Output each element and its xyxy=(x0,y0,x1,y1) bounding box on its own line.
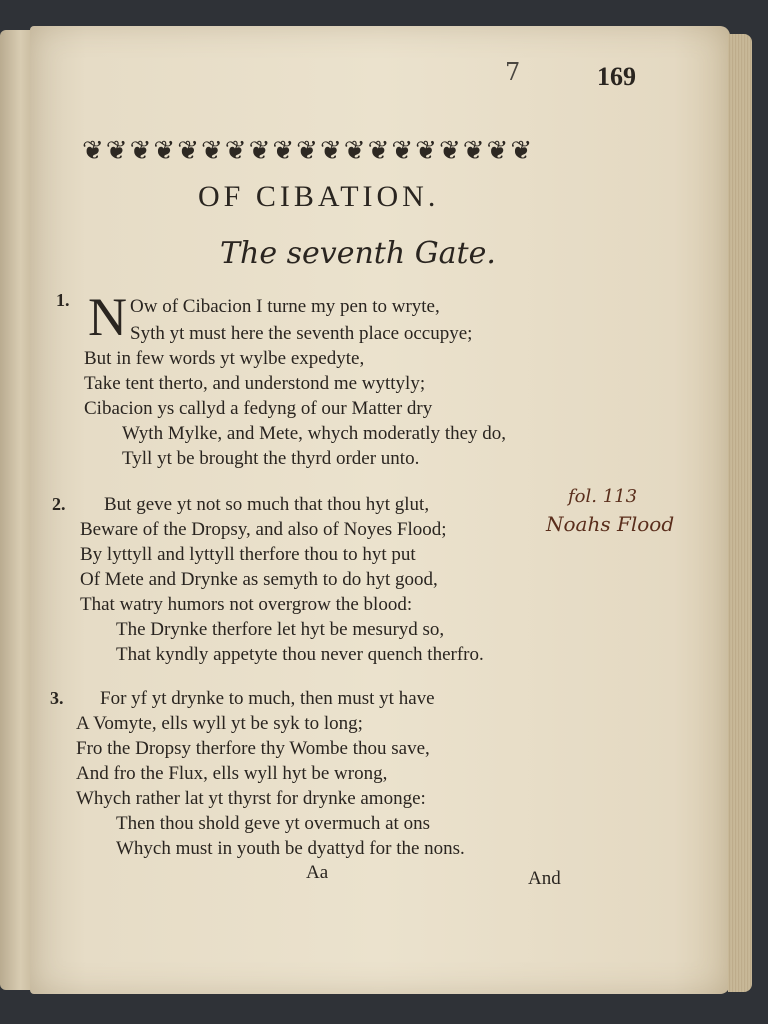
marginal-note-folio: fol. 113 xyxy=(568,486,638,507)
verse-line: Ow of Cibacion I turne my pen to wryte, xyxy=(130,296,440,317)
stanza-number-2: 2. xyxy=(52,494,66,514)
signature-mark: Aa xyxy=(306,862,329,883)
ornament-flower-icon: ❦ xyxy=(177,136,199,166)
verse-line: A Vomyte, ells wyll yt be syk to long; xyxy=(76,713,363,734)
ornament-flower-icon: ❦ xyxy=(153,136,176,166)
page-fore-edge xyxy=(728,34,752,992)
verse-line: Of Mete and Drynke as semyth to do hyt good, xyxy=(80,569,438,590)
verse-line: Tyll yt be brought the thyrd order unto. xyxy=(122,448,420,469)
verse-line: Whych rather lat yt thyrst for drynke amonge: xyxy=(76,788,426,809)
stanza-number-3: 3. xyxy=(50,688,64,708)
ornament-flower-icon: ❦ xyxy=(438,136,461,166)
ornament-flower-icon: ❦ xyxy=(415,136,437,166)
ornament-flower-icon: ❦ xyxy=(296,136,318,166)
verse-line: Fro the Dropsy therfore thy Wombe thou save, xyxy=(76,738,430,759)
ornament-flower-icon: ❦ xyxy=(224,136,247,166)
verse-line: That kyndly appetyte thou never quench therfro. xyxy=(116,644,484,665)
drop-cap: N xyxy=(88,287,127,347)
verse-line: By lyttyll and lyttyll therfore thou to hyt put xyxy=(80,544,416,565)
verse-line: Whych must in youth be dyattyd for the nons. xyxy=(116,838,465,859)
verse-line: Cibacion ys callyd a fedyng of our Matter dry xyxy=(84,398,433,419)
ornament-flower-icon: ❦ xyxy=(510,136,533,166)
verse-line: Wyth Mylke, and Mete, whych moderatly they do, xyxy=(122,423,507,444)
facing-page-edge xyxy=(0,30,34,990)
chapter-subheading: The seventh Gate. xyxy=(220,236,496,271)
verse-line: For yf yt drynke to much, then must yt have xyxy=(100,688,435,709)
catchword: And xyxy=(528,868,561,889)
ornament-flower-icon: ❦ xyxy=(248,136,271,166)
ornament-flower-icon: ❦ xyxy=(105,136,128,166)
chapter-heading: OF CIBATION. xyxy=(198,180,440,213)
pencil-mark: 7 xyxy=(505,58,521,86)
verse-line: Syth yt must here the seventh place occupye; xyxy=(130,323,473,344)
verse-line: The Drynke therfore let hyt be mesuryd so, xyxy=(116,619,445,640)
ornament-flower-icon: ❦ xyxy=(129,136,152,166)
ornament-flower-icon: ❦ xyxy=(82,136,104,166)
stanza-number-1: 1. xyxy=(56,290,70,310)
verse-line: And fro the Flux, ells wyll hyt be wrong, xyxy=(76,763,388,784)
ornamental-border xyxy=(82,130,578,172)
ornament-flower-icon: ❦ xyxy=(367,136,390,166)
ornament-flower-icon: ❦ xyxy=(462,136,485,166)
verse-line: But in few words yt wylbe expedyte, xyxy=(84,348,365,369)
verse-line: Take tent therto, and understond me wyttyly; xyxy=(84,373,426,394)
ornament-flower-icon: ❦ xyxy=(343,136,366,166)
ornament-flower-icon: ❦ xyxy=(319,136,342,166)
page-number: 169 xyxy=(597,62,636,91)
verse-line: But geve yt not so much that thou hyt glut, xyxy=(104,494,430,515)
ornament-flower-icon: ❦ xyxy=(486,136,509,166)
ornament-flower-icon: ❦ xyxy=(272,136,295,166)
verse-line: Beware of the Dropsy, and also of Noyes Flood; xyxy=(80,519,447,540)
ornament-flower-icon: ❦ xyxy=(391,136,414,166)
marginal-note-flood: Noahs Flood xyxy=(546,512,675,536)
verse-line: Then thou shold geve yt overmuch at ons xyxy=(116,813,430,834)
verse-line: That watry humors not overgrow the blood: xyxy=(80,594,413,615)
ornament-flower-icon: ❦ xyxy=(200,136,223,166)
